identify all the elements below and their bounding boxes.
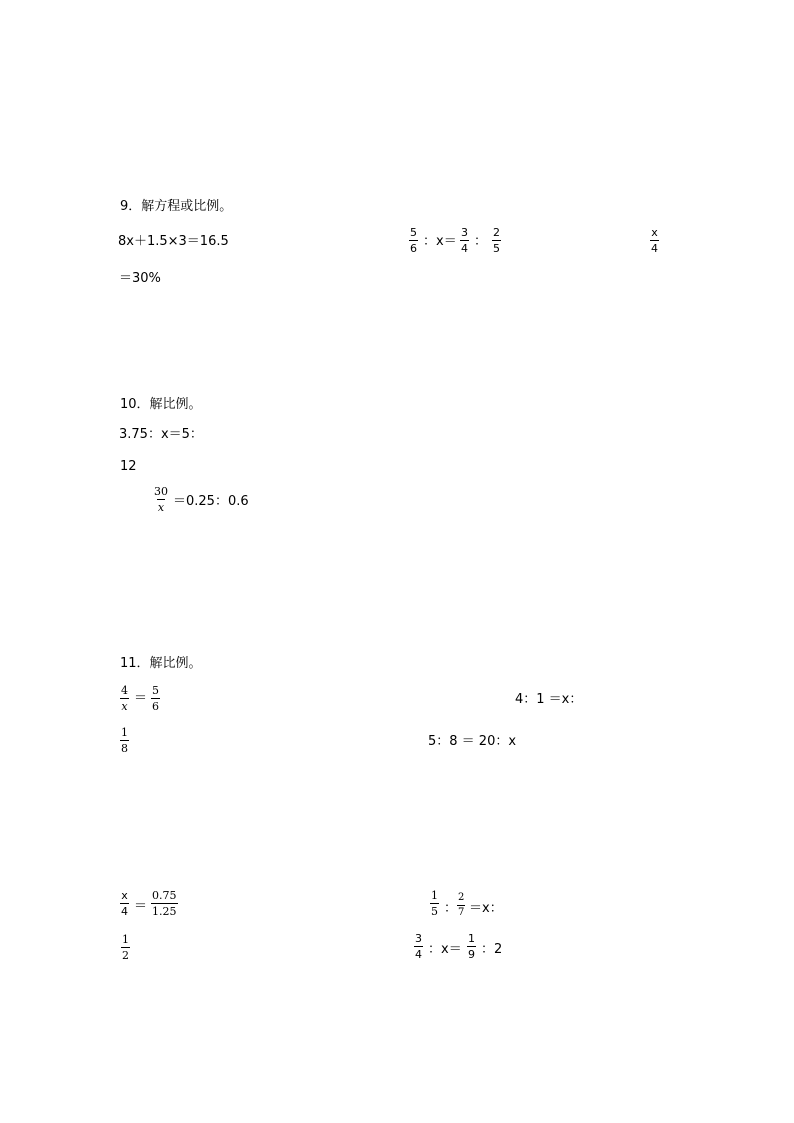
q11-eq4-fraction-1: $\frac{x}{4}$ xyxy=(121,889,128,918)
q9-eq2-fraction-2: $\frac{3}{4}$ xyxy=(461,226,468,255)
q11-eq6-fraction-2: $\frac{1}{9}$ xyxy=(468,932,475,961)
q10-equation-1-line-1: 3.75：x＝5： xyxy=(119,427,203,442)
q11-heading: 11．解比例。 xyxy=(120,656,202,671)
q11-eq5-fraction-3: $\frac{1}{2}$ xyxy=(122,933,129,962)
q9-equation-1: 8x＋1.5×3＝16.5 xyxy=(118,234,229,249)
q9-eq2-fraction-3: $\frac{2}{5}$ xyxy=(493,226,500,255)
q11-eq1-fraction-1: $\frac{4}{x}$ xyxy=(121,684,128,713)
q10-heading: 10．解比例。 xyxy=(120,397,202,412)
q11-eq5-fraction-1: $\frac{1}{5}$ xyxy=(431,889,438,918)
q9-eq2-fraction-1: $\frac{5}{6}$ xyxy=(410,226,417,255)
q11-eq2-fraction: $\frac{1}{8}$ xyxy=(121,726,128,755)
q10-equation-1-line-2: 12 xyxy=(120,459,137,474)
q11-eq1-fraction-2: $\frac{5}{6}$ xyxy=(152,684,159,713)
q11-equation-3: 5：8 ＝ 20：x xyxy=(428,734,517,749)
q11-eq6-fraction-1: $\frac{3}{4}$ xyxy=(415,932,422,961)
q11-eq5-fraction-2: $\frac{2}{7}$ xyxy=(458,892,465,918)
q9-eq3-fraction: $\frac{x}{4}$ xyxy=(651,226,658,255)
q11-eq4-fraction-2: $\frac{0.75}{1.25}$ xyxy=(152,889,177,918)
q9-heading: 9．解方程或比例。 xyxy=(120,199,233,214)
q10-eq2-fraction: $\frac{30}{x}$ xyxy=(154,485,168,514)
